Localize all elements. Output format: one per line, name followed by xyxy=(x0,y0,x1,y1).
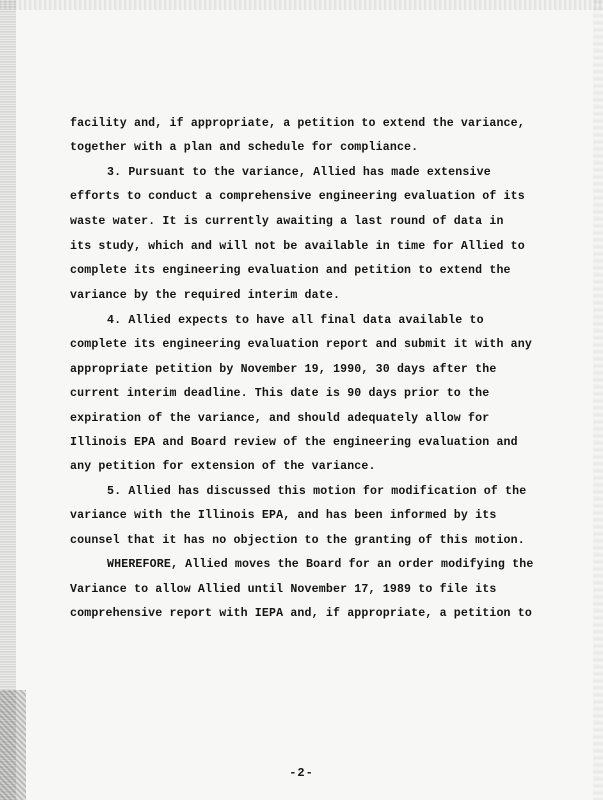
text-line: variance with the Illinois EPA, and has been informed by its xyxy=(70,509,497,522)
text-line: counsel that it has no objection to the granting of this motion. xyxy=(70,534,525,547)
text-line: Illinois EPA and Board review of the engineering evaluation and xyxy=(70,436,518,449)
scan-noise-bottom-left xyxy=(0,690,26,800)
scan-noise-right-edge xyxy=(593,0,603,800)
text-line: variance by the required interim date. xyxy=(70,289,341,302)
paragraph-3-start: 3. Pursuant to the variance, Allied has made extensive xyxy=(107,166,491,179)
page-number: -2- xyxy=(289,766,314,780)
text-line: current interim deadline. This date is 90 days prior to the xyxy=(70,387,490,400)
paragraph-5-start: 5. Allied has discussed this motion for modification of the xyxy=(107,485,527,498)
text-line: Variance to allow Allied until November 17, 1989 to file its xyxy=(70,583,497,596)
text-line: efforts to conduct a comprehensive engineering evaluation of its xyxy=(70,190,525,203)
text-line: complete its engineering evaluation report and submit it with any xyxy=(70,338,532,351)
text-line: waste water. It is currently awaiting a last round of data in xyxy=(70,215,504,228)
text-line: any petition for extension of the variance. xyxy=(70,460,376,473)
text-line: together with a plan and schedule for compliance. xyxy=(70,141,419,154)
scan-noise-left-edge xyxy=(0,0,16,800)
paragraph-4-start: 4. Allied expects to have all final data available to xyxy=(107,314,484,327)
text-line: its study, which and will not be available in time for Allied to xyxy=(70,240,525,253)
text-line: facility and, if appropriate, a petition to extend the variance, xyxy=(70,117,525,130)
scan-noise-top-edge xyxy=(0,0,603,10)
text-line: expiration of the variance, and should adequately allow for xyxy=(70,412,490,425)
text-line: comprehensive report with IEPA and, if appropriate, a petition to xyxy=(70,607,532,620)
wherefore-paragraph-start: WHEREFORE, Allied moves the Board for an order modifying the xyxy=(107,558,534,571)
text-line: appropriate petition by November 19, 1990, 30 days after the xyxy=(70,363,497,376)
text-line: complete its engineering evaluation and petition to extend the xyxy=(70,264,511,277)
